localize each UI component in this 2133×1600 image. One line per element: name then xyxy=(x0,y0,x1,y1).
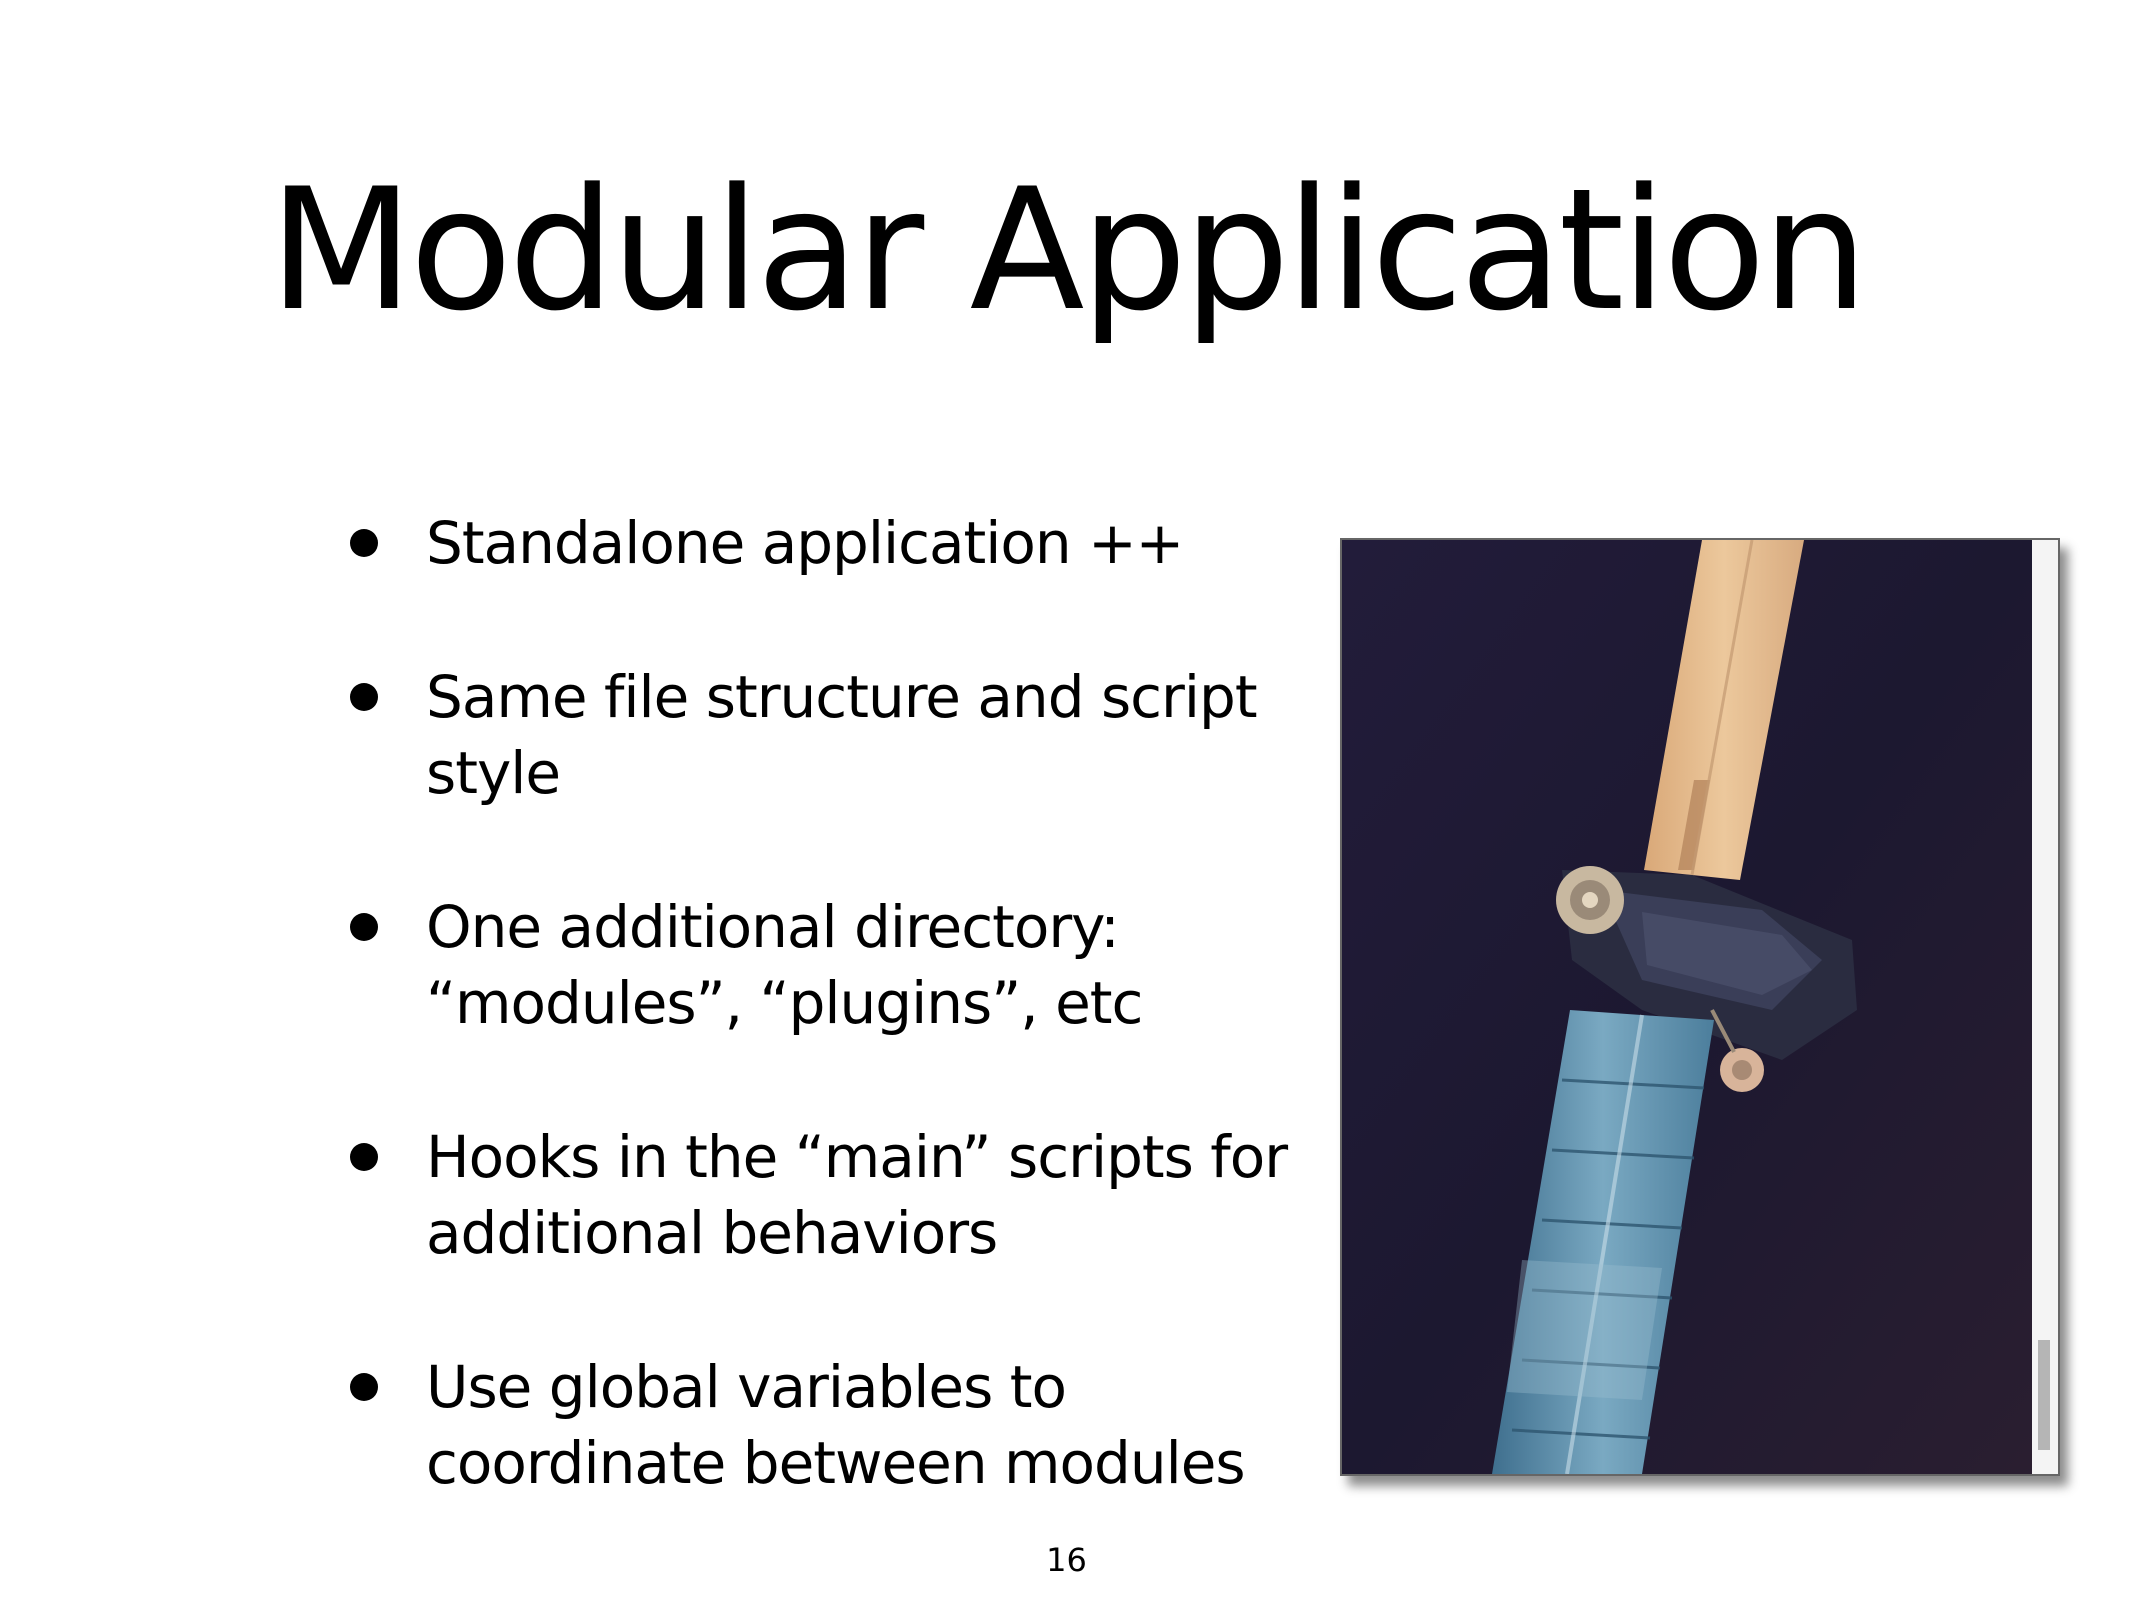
bullet-line: “modules”, “plugins”, etc xyxy=(426,969,1143,1037)
satellite-photo xyxy=(1340,538,2060,1476)
bullet-dot-icon xyxy=(350,1373,378,1401)
bullet-line: coordinate between modules xyxy=(426,1429,1245,1497)
bullet-line: One additional directory: xyxy=(426,893,1119,961)
bullet-list xyxy=(330,505,1290,1579)
bullet-item xyxy=(330,1349,1290,1501)
bullet-item xyxy=(330,505,1290,581)
bullet-line: Same file structure and script xyxy=(426,663,1257,731)
photo-edge-strip xyxy=(2032,540,2058,1474)
bullet-dot-icon xyxy=(350,913,378,941)
bullet-line: Standalone application ++ xyxy=(426,509,1184,577)
satellite-illustration xyxy=(1342,540,2058,1474)
bullet-line: style xyxy=(426,739,561,807)
slide-title: Modular Application xyxy=(268,152,1865,348)
bullet-dot-icon xyxy=(350,529,378,557)
bullet-line: Hooks in the “main” scripts for xyxy=(426,1123,1288,1191)
bullet-item xyxy=(330,889,1290,1041)
page-number: 16 xyxy=(1046,1541,1087,1579)
bullet-item xyxy=(330,1119,1290,1271)
bullet-line: Use global variables to xyxy=(426,1353,1066,1421)
bullet-item xyxy=(330,659,1290,811)
bullet-dot-icon xyxy=(350,1143,378,1171)
bullet-dot-icon xyxy=(350,683,378,711)
bullet-line: additional behaviors xyxy=(426,1199,998,1267)
